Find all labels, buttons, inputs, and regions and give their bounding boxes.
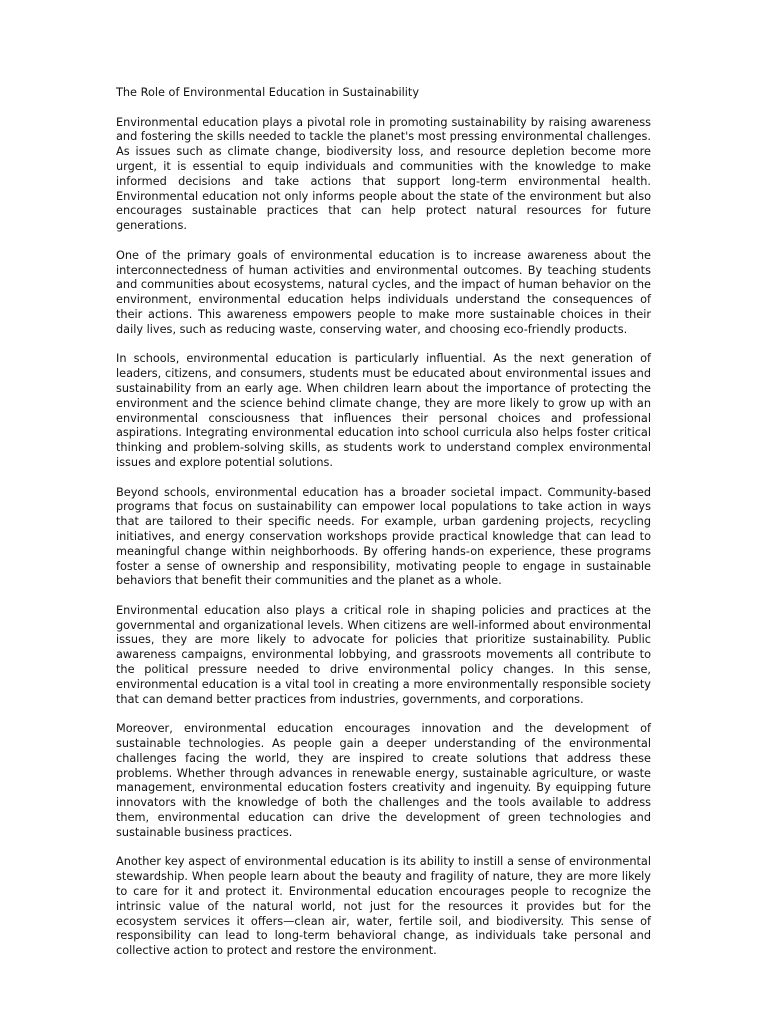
paragraph-3: In schools, environmental education is particularly influential. As the next generation of leaders, citizens, and consumers, students must be educated about environmental issues and sustainability from an early age. When children learn about the importance of protecting the environment and the science behind climate change, they are more likely to grow up with an environmental consciousness that influences their personal choices and professional aspirations. Integrating environmental education into school curricula also helps foster critical thinking and problem-solving skills, as students work to understand complex environmental issues and explore potential solutions. xyxy=(116,352,651,469)
paragraph-1: Environmental education plays a pivotal role in promoting sustainability by raising awareness and fostering the skills needed to tackle the planet's most pressing environmental challenges. As issues such as climate change, biodiversity loss, and resource depletion become more urgent, it is essential to equip individuals and communities with the knowledge to make informed decisions and take actions that support long-term environmental health. Environmental education not only informs people about the state of the environment but also encourages sustainable practices that can help protect natural resources for future generations. xyxy=(116,115,651,233)
document-page xyxy=(116,86,651,974)
paragraph-5: Environmental education also plays a critical role in shaping policies and practices at the governmental and organizational levels. When citizens are well-informed about environmental issues, they are more likely to advocate for policies that prioritize sustainability. Public awareness campaigns, environmental lobbying, and grassroots movements all contribute to the political pressure needed to drive environmental policy changes. In this sense, environmental education is a vital tool in creating a more environmentally responsible society that can demand better practices from industries, governments, and corporations. xyxy=(116,603,651,706)
paragraph-4: Beyond schools, environmental education has a broader societal impact. Community-based programs that focus on sustainability can empower local populations to take action in ways that are tailored to their specific needs. For example, urban gardening projects, recycling initiatives, and energy conservation workshops provide practical knowledge that can lead to meaningful change within neighborhoods. By offering hands-on experience, these programs foster a sense of ownership and responsibility, motivating people to engage in sustainable behaviors that benefit their communities and the planet as a whole. xyxy=(116,485,651,588)
document-title: The Role of Environmental Education in Sustainability xyxy=(116,86,420,99)
paragraph-6: Moreover, environmental education encourages innovation and the development of sustainable technologies. As people gain a deeper understanding of the environmental challenges facing the world, they are inspired to create solutions that address these problems. Whether through advances in renewable energy, sustainable agriculture, or waste management, environmental education fosters creativity and ingenuity. By equipping future innovators with the knowledge of both the challenges and the tools available to address them, environmental education can drive the development of green technologies and sustainable business practices. xyxy=(116,722,651,839)
paragraph-7: Another key aspect of environmental education is its ability to instill a sense of environmental stewardship. When people learn about the beauty and fragility of nature, they are more likely to care for it and protect it. Environmental education encourages people to recognize the intrinsic value of the natural world, not just for the resources it provides but for the ecosystem services it offers—clean air, water, fertile soil, and biodiversity. This sense of responsibility can lead to long-term behavioral change, as individuals take personal and collective action to protect and restore the environment. xyxy=(116,855,651,958)
paragraph-2: One of the primary goals of environmental education is to increase awareness about the interconnectedness of human activities and environmental outcomes. By teaching students and communities about ecosystems, natural cycles, and the impact of human behavior on the environment, environmental education helps individuals understand the consequences of their actions. This awareness empowers people to make more sustainable choices in their daily lives, such as reducing waste, conserving water, and choosing eco-friendly products. xyxy=(116,248,651,336)
